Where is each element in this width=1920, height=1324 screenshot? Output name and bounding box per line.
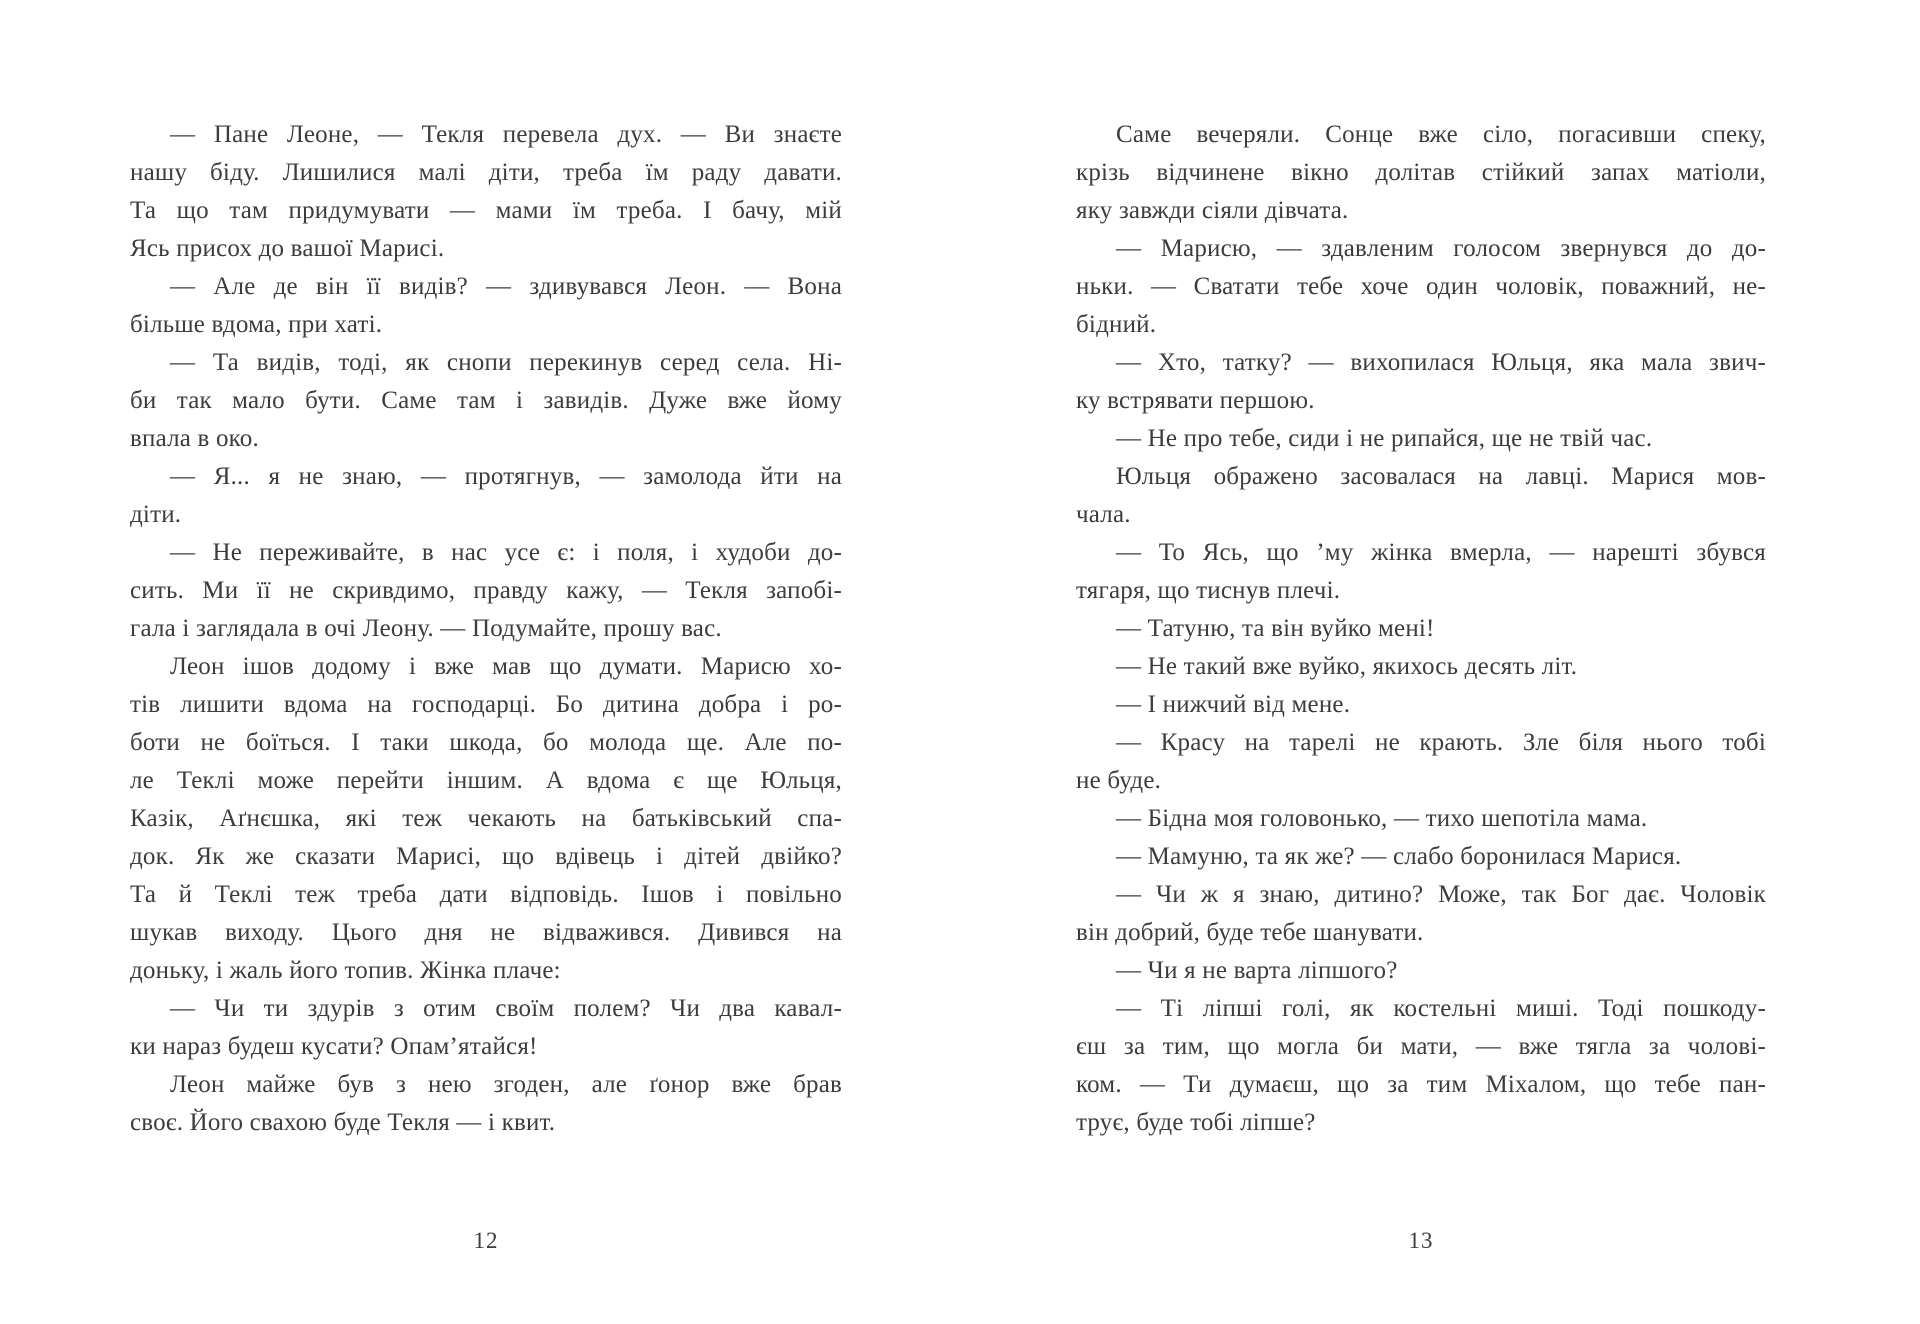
text-line: він добрий, буде тебе шанувати.	[1076, 919, 1424, 946]
text-line: діти.	[130, 501, 182, 528]
text-line: доньку, і жаль його топив. Жінка плаче:	[130, 957, 561, 984]
text-line: — Чи ти здурів з отим своїм полем? Чи два кавал-	[170, 995, 842, 1022]
text-line: — Хто, татку? — вихопилася Юльця, яка мала звич-	[1116, 349, 1766, 376]
text-line: — І нижчий від мене.	[1116, 691, 1351, 718]
text-line: трує, буде тобі ліпше?	[1076, 1109, 1316, 1136]
text-line: Юльця ображено засовалася на лавці. Марися мов-	[1116, 463, 1766, 490]
text-line: яку завжди сіяли дівчата.	[1076, 197, 1349, 224]
text-line: Та що там придумувати — мами їм треба. І бачу, мій	[130, 197, 842, 224]
page-number-right: 13	[1408, 1228, 1434, 1253]
text-line: Та й Теклі теж треба дати відповідь. Ішов і повільно	[130, 881, 842, 908]
text-line: Леон ішов додому і вже мав що думати. Марисю хо-	[170, 653, 842, 680]
text-line: впала в око.	[130, 425, 259, 452]
text-line: — Ті ліпші голі, як костельні миші. Тоді пошкоду-	[1116, 995, 1766, 1022]
text-line: тів лишити вдома на господарці. Бо дитина добра і ро-	[130, 691, 842, 718]
text-line: своє. Його свахою буде Текля — і квит.	[130, 1109, 556, 1136]
text-line: ком. — Ти думаєш, що за тим Міхалом, що тебе пан-	[1076, 1071, 1766, 1098]
text-line: Ясь присох до вашої Марисі.	[130, 235, 445, 262]
text-line: — Пане Леоне, — Текля перевела дух. — Ви знаєте	[170, 121, 842, 148]
text-line: бідний.	[1076, 311, 1157, 338]
page-text-left	[130, 116, 842, 1142]
page-text-right	[1076, 116, 1766, 1142]
text-line: шукав виходу. Цього дня не відважився. Дивився на	[130, 919, 842, 946]
text-line: — Не такий вже вуйко, якихось десять літ.	[1116, 653, 1578, 680]
text-line: би так мало бути. Саме там і завидів. Дуже вже йому	[130, 387, 842, 414]
text-line: гала і заглядала в очі Леону. — Подумайте, прошу вас.	[130, 615, 722, 642]
text-line: Казік, Аґнєшка, які теж чекають на батьківський спа-	[130, 805, 842, 832]
text-line: — Чи я не варта ліпшого?	[1116, 957, 1398, 984]
text-line: крізь відчинене вікно долітав стійкий запах матіоли,	[1076, 159, 1766, 186]
text-line: єш за тим, що могла би мати, — вже тягла за чолові-	[1076, 1033, 1766, 1060]
text-line: Леон майже був з нею згоден, але ґонор вже брав	[170, 1071, 842, 1098]
text-line: док. Як же сказати Марисі, що вдівець і дітей двійко?	[130, 843, 842, 870]
text-line: — Бідна моя головонько, — тихо шепотіла мама.	[1116, 805, 1648, 832]
text-line: тягаря, що тиснув плечі.	[1076, 577, 1341, 604]
text-line: більше вдома, при хаті.	[130, 311, 383, 338]
text-line: — Красу на тарелі не крають. Зле біля нього тобі	[1116, 729, 1766, 756]
text-line: ки нараз будеш кусати? Опам’ятайся!	[130, 1033, 538, 1060]
text-line: — Мамуню, та як же? — слабо боронилася Марися.	[1116, 843, 1682, 870]
text-line: чала.	[1076, 501, 1131, 528]
text-line: — Татуню, та він вуйко мені!	[1116, 615, 1435, 642]
text-line: ле Теклі може перейти іншим. А вдома є ще Юльця,	[130, 767, 842, 794]
text-line: не буде.	[1076, 767, 1162, 794]
text-line: — То Ясь, що ’му жінка вмерла, — нарешті збувся	[1116, 539, 1766, 566]
text-line: нашу біду. Лишилися малі діти, треба їм раду давати.	[130, 159, 842, 186]
page-number-left: 12	[473, 1228, 499, 1253]
text-line: ньки. — Сватати тебе хоче один чоловік, поважний, не-	[1076, 273, 1766, 300]
text-line: — Чи ж я знаю, дитино? Може, так Бог дає. Чоловік	[1116, 881, 1766, 908]
text-line: — Не переживайте, в нас усе є: і поля, і худоби до-	[170, 539, 842, 566]
text-line: ку встрявати першою.	[1076, 387, 1315, 414]
text-line: Саме вечеряли. Сонце вже сіло, погасивши спеку,	[1116, 121, 1766, 148]
text-line: — Та видів, тоді, як снопи перекинув серед села. Ні-	[170, 349, 842, 376]
text-line: — Я... я не знаю, — протягнув, — замолода йти на	[170, 463, 842, 490]
book-page-left	[130, 0, 842, 1324]
text-line: — Марисю, — здавленим голосом звернувся до до-	[1116, 235, 1766, 262]
text-line: — Не про тебе, сиди і не рипайся, ще не твій час.	[1116, 425, 1653, 452]
book-page-right	[1076, 0, 1766, 1324]
text-line: боти не боїться. І таки шкода, бо молода ще. Але по-	[130, 729, 842, 756]
text-line: — Але де він її видів? — здивувався Леон. — Вона	[170, 273, 842, 300]
text-line: сить. Ми її не скривдимо, правду кажу, — Текля запобі-	[130, 577, 842, 604]
